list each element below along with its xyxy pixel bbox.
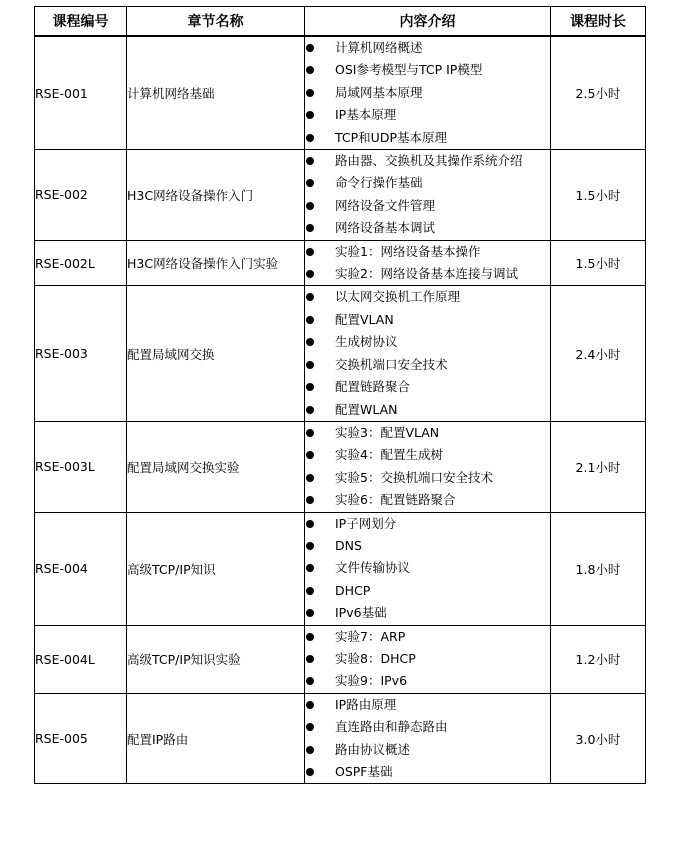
course-code-cell: RSE-002L (35, 240, 127, 286)
list-item (305, 263, 550, 285)
list-item (305, 535, 550, 557)
list-item-text: 实验9：IPv6 (335, 673, 408, 689)
list-item (305, 694, 550, 716)
bullet-icon (306, 361, 314, 369)
list-item (305, 37, 550, 59)
bullet-icon (306, 587, 314, 595)
duration-cell: 2.4小时 (551, 286, 646, 421)
course-code-cell: RSE-003L (35, 421, 127, 512)
bullet-icon (306, 474, 314, 482)
bullet-icon (306, 270, 314, 278)
list-item-text: 路由协议概述 (335, 741, 411, 757)
list-item-text: 交换机端口安全技术 (335, 356, 448, 372)
content-list (305, 422, 550, 512)
list-item-text: IPv6基础 (335, 605, 387, 621)
table-body (35, 36, 646, 784)
course-code-cell: RSE-004 (35, 512, 127, 625)
content-cell (305, 625, 551, 693)
course-table (34, 6, 646, 784)
chapter-name-cell: 高级TCP/IP知识实验 (127, 625, 305, 693)
chapter-name-cell: 配置IP路由 (127, 693, 305, 784)
duration-cell: 1.5小时 (551, 150, 646, 241)
chapter-name-cell: 高级TCP/IP知识 (127, 512, 305, 625)
bullet-icon (306, 520, 314, 528)
course-code-cell: RSE-001 (35, 36, 127, 150)
list-item-text: 实验6：配置链路聚合 (335, 492, 456, 508)
list-item (305, 309, 550, 331)
list-item-text: 配置链路聚合 (335, 379, 411, 395)
bullet-icon (306, 746, 314, 754)
course-code-cell: RSE-005 (35, 693, 127, 784)
list-item (305, 331, 550, 353)
list-item (305, 602, 550, 624)
duration-cell: 1.8小时 (551, 512, 646, 625)
course-code-cell: RSE-003 (35, 286, 127, 421)
course-code-cell: RSE-002 (35, 150, 127, 241)
duration-cell: 1.2小时 (551, 625, 646, 693)
list-item-text: IP子网划分 (335, 515, 397, 531)
list-item (305, 59, 550, 81)
bullet-icon (306, 633, 314, 641)
course-code-cell: RSE-004L (35, 625, 127, 693)
content-list (305, 37, 550, 149)
list-item (305, 104, 550, 126)
content-list (305, 626, 550, 693)
bullet-icon (306, 293, 314, 301)
list-item-text: 计算机网络概述 (335, 40, 423, 55)
bullet-icon (306, 338, 314, 346)
list-item (305, 626, 550, 648)
content-cell (305, 240, 551, 286)
list-item-text: 局域网基本原理 (335, 84, 423, 100)
list-item-text: 网络设备文件管理 (335, 197, 436, 213)
duration-cell: 2.1小时 (551, 421, 646, 512)
list-item-text: 网络设备基本调试 (335, 220, 436, 236)
list-item-text: 实验4：配置生成树 (335, 447, 443, 463)
table-row (35, 421, 646, 512)
duration-cell: 1.5小时 (551, 240, 646, 286)
list-item (305, 580, 550, 602)
header-chapter-name: 章节名称 (127, 7, 305, 37)
table-row (35, 625, 646, 693)
header-course-code: 课程编号 (35, 7, 127, 37)
list-item-text: 生成树协议 (335, 334, 398, 350)
list-item-text: 以太网交换机工作原理 (335, 289, 461, 305)
list-item (305, 648, 550, 670)
bullet-icon (306, 451, 314, 459)
bullet-icon (306, 134, 314, 142)
table-row (35, 150, 646, 241)
bullet-icon (306, 542, 314, 550)
list-item (305, 399, 550, 421)
list-item (305, 489, 550, 511)
bullet-icon (306, 179, 314, 187)
list-item-text: 实验2：网络设备基本连接与调试 (335, 266, 518, 282)
bullet-icon (306, 202, 314, 210)
bullet-icon (306, 157, 314, 165)
bullet-icon (306, 406, 314, 414)
list-item-text: 实验7：ARP (335, 628, 406, 644)
chapter-name-cell: H3C网络设备操作入门实验 (127, 240, 305, 286)
bullet-icon (306, 89, 314, 97)
list-item-text: 配置WLAN (335, 401, 398, 417)
list-item (305, 557, 550, 579)
content-cell (305, 512, 551, 625)
table-row (35, 512, 646, 625)
duration-cell: 3.0小时 (551, 693, 646, 784)
list-item-text: 配置VLAN (335, 311, 394, 327)
bullet-icon (306, 316, 314, 324)
content-list (305, 513, 550, 625)
list-item (305, 172, 550, 194)
content-list (305, 241, 550, 286)
content-cell (305, 36, 551, 150)
list-item-text: 实验3：配置VLAN (335, 424, 440, 440)
bullet-icon (306, 496, 314, 504)
list-item (305, 761, 550, 783)
bullet-icon (306, 383, 314, 391)
list-item-text: DNS (335, 537, 362, 553)
chapter-name-cell: H3C网络设备操作入门 (127, 150, 305, 241)
chapter-name-cell: 计算机网络基础 (127, 36, 305, 150)
list-item (305, 467, 550, 489)
list-item (305, 150, 550, 172)
list-item-text: 文件传输协议 (335, 560, 411, 576)
list-item (305, 739, 550, 761)
list-item (305, 716, 550, 738)
list-item (305, 513, 550, 535)
bullet-icon (306, 248, 314, 256)
list-item-text: 直连路由和静态路由 (335, 719, 448, 735)
list-item-text: IP路由原理 (335, 696, 397, 712)
bullet-icon (306, 429, 314, 437)
bullet-icon (306, 609, 314, 617)
list-item-text: OSI参考模型与TCP IP模型 (335, 62, 483, 78)
bullet-icon (306, 655, 314, 663)
bullet-icon (306, 768, 314, 776)
chapter-name-cell: 配置局域网交换实验 (127, 421, 305, 512)
bullet-icon (306, 224, 314, 232)
list-item-text: 路由器、交换机及其操作系统介绍 (335, 153, 523, 169)
chapter-name-cell: 配置局域网交换 (127, 286, 305, 421)
list-item-text: TCP和UDP基本原理 (335, 129, 447, 145)
bullet-icon (306, 677, 314, 685)
list-item (305, 195, 550, 217)
table-row (35, 693, 646, 784)
list-item-text: IP基本原理 (335, 107, 397, 123)
list-item-text: DHCP (335, 582, 371, 598)
bullet-icon (306, 723, 314, 731)
bullet-icon (306, 701, 314, 709)
table-row (35, 240, 646, 286)
list-item-text: 命令行操作基础 (335, 175, 423, 191)
content-list (305, 694, 550, 784)
bullet-icon (306, 44, 314, 52)
list-item (305, 127, 550, 149)
header-duration: 课程时长 (551, 7, 646, 37)
list-item (305, 354, 550, 376)
bullet-icon (306, 66, 314, 74)
list-item (305, 670, 550, 692)
bullet-icon (306, 564, 314, 572)
list-item-text: 实验8：DHCP (335, 650, 416, 666)
content-cell (305, 421, 551, 512)
bullet-icon (306, 111, 314, 119)
duration-cell: 2.5小时 (551, 36, 646, 150)
table-row (35, 286, 646, 421)
list-item-text: 实验5：交换机端口安全技术 (335, 469, 493, 485)
content-list (305, 150, 550, 240)
list-item (305, 217, 550, 239)
content-cell (305, 693, 551, 784)
list-item (305, 376, 550, 398)
list-item-text: 实验1：网络设备基本操作 (335, 243, 481, 259)
content-list (305, 286, 550, 420)
list-item (305, 286, 550, 308)
list-item-text: OSPF基础 (335, 764, 393, 779)
table-row (35, 36, 646, 150)
header-content: 内容介绍 (305, 7, 551, 37)
list-item (305, 241, 550, 263)
content-cell (305, 150, 551, 241)
list-item (305, 422, 550, 444)
table-header-row (35, 7, 646, 37)
content-cell (305, 286, 551, 421)
list-item (305, 82, 550, 104)
list-item (305, 444, 550, 466)
